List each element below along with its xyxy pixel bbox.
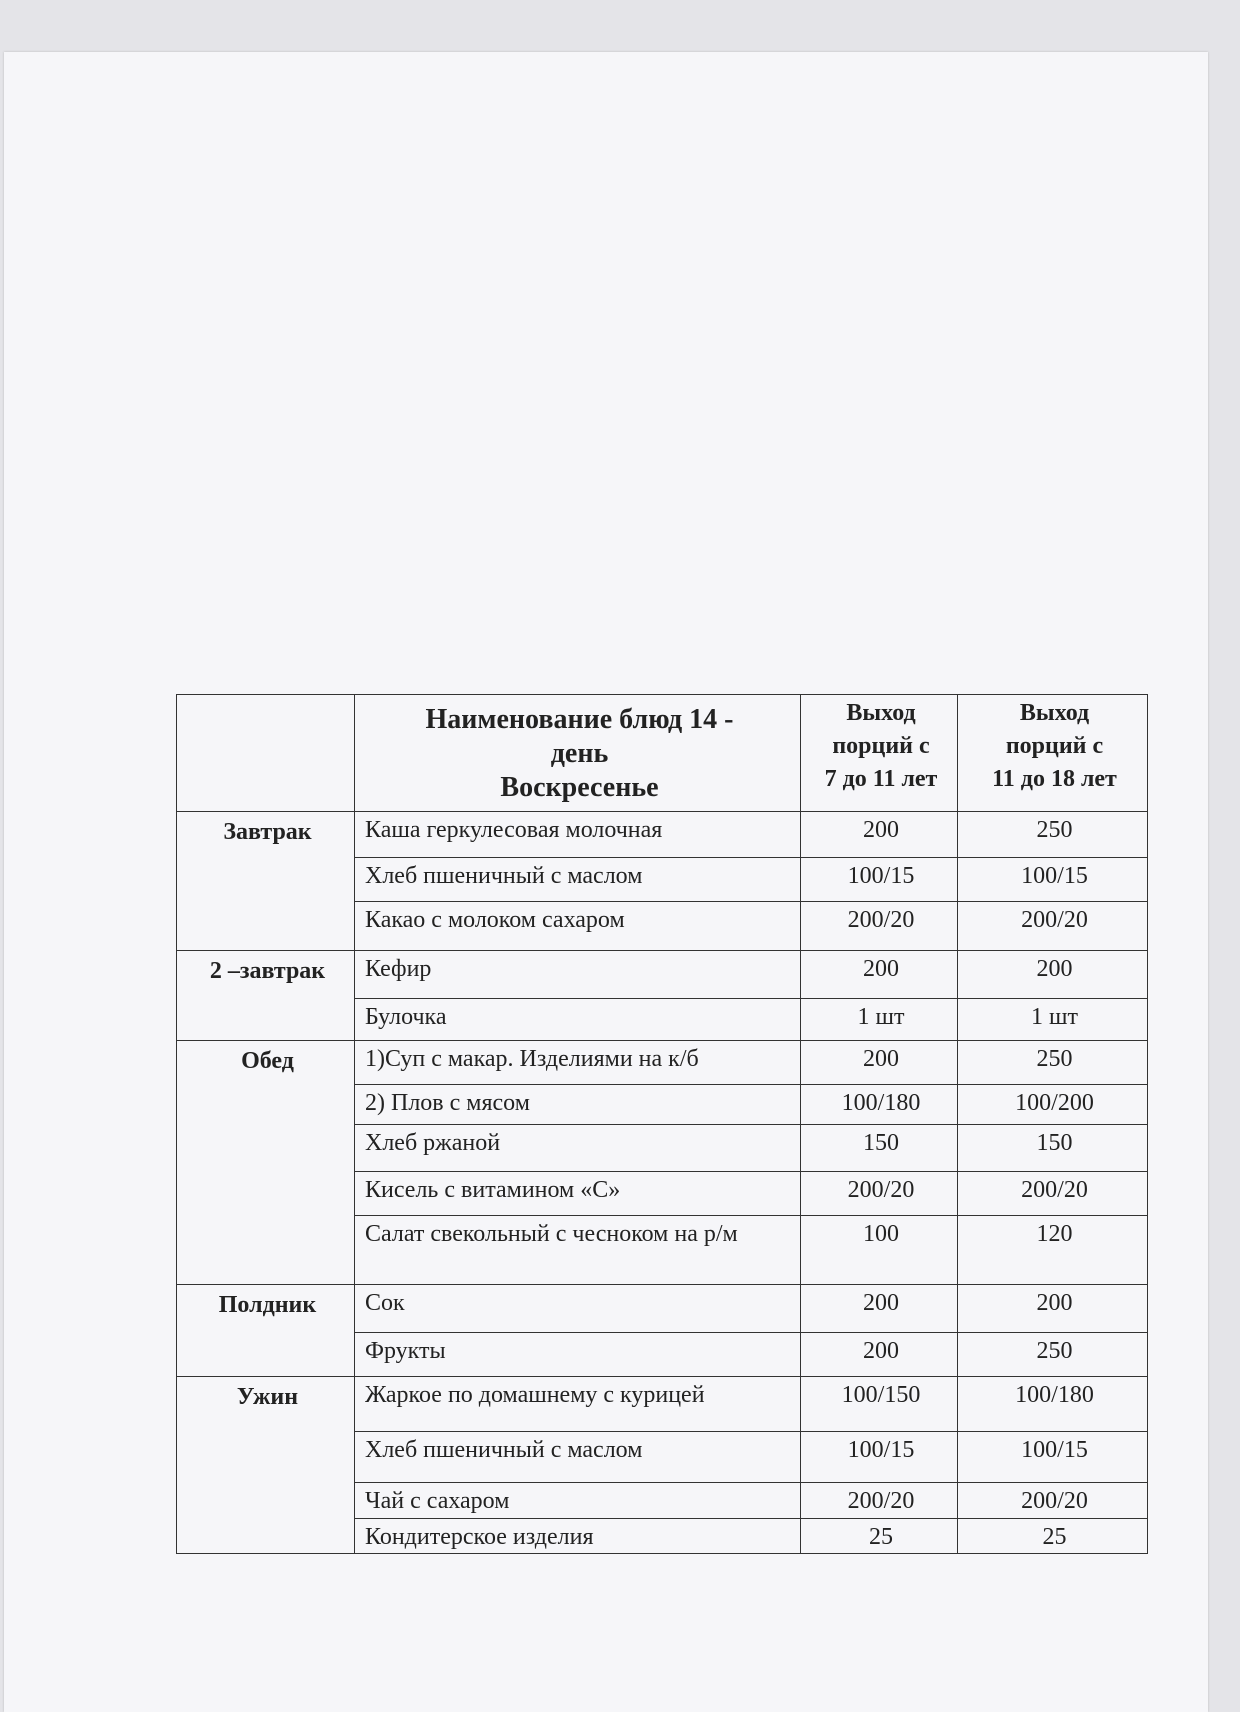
- portion-11-18: 1 шт: [958, 999, 1148, 1041]
- portion-11-18: 100/180: [958, 1377, 1148, 1432]
- portion-11-18: 250: [958, 1333, 1148, 1377]
- portion-11-18: 200/20: [958, 1483, 1148, 1519]
- meal-name: Ужин: [177, 1377, 355, 1554]
- table-row: [177, 951, 1148, 999]
- dish-name: Кондитерское изделия: [355, 1519, 801, 1554]
- dish-name: Чай с сахаром: [355, 1483, 801, 1519]
- dish-name: Какао с молоком сахаром: [355, 902, 801, 951]
- dish-name: Жаркое по домашнему с курицей: [355, 1377, 801, 1432]
- meal-name: Полдник: [177, 1285, 355, 1377]
- header-text: 7 до 11 лет: [824, 766, 938, 792]
- header-title: [355, 695, 801, 812]
- portion-11-18: 100/15: [958, 858, 1148, 902]
- header-text: Выход: [846, 700, 916, 726]
- table-row: [177, 1377, 1148, 1432]
- portion-7-11: 200: [801, 1333, 958, 1377]
- header-empty-cell: [177, 695, 355, 812]
- title-line: Наименование блюд 14 -: [425, 704, 734, 735]
- dish-name: Хлеб ржаной: [355, 1125, 801, 1172]
- dish-name: Кисель с витамином «С»: [355, 1172, 801, 1216]
- portion-7-11: 200: [801, 1285, 958, 1333]
- portion-11-18: 120: [958, 1216, 1148, 1285]
- portion-7-11: 150: [801, 1125, 958, 1172]
- meal-name: Завтрак: [177, 812, 355, 951]
- portion-11-18: 200/20: [958, 902, 1148, 951]
- portion-7-11: 25: [801, 1519, 958, 1554]
- portion-7-11: 1 шт: [801, 999, 958, 1041]
- portion-7-11: 100/15: [801, 858, 958, 902]
- table-row: [177, 1285, 1148, 1333]
- dish-name: Салат свекольный с чесноком на р/м: [355, 1216, 801, 1285]
- portion-11-18: 150: [958, 1125, 1148, 1172]
- portion-11-18: 200: [958, 1285, 1148, 1333]
- portion-7-11: 200/20: [801, 1483, 958, 1519]
- table-row: [177, 1041, 1148, 1085]
- portion-7-11: 200: [801, 1041, 958, 1085]
- header-text: Выход: [1019, 700, 1090, 726]
- portion-7-11: 200/20: [801, 902, 958, 951]
- header-text: 11 до 18 лет: [992, 766, 1117, 792]
- meal-name: 2 –завтрак: [177, 951, 355, 1041]
- dish-name: Фрукты: [355, 1333, 801, 1377]
- dish-name: Кефир: [355, 951, 801, 999]
- header-age-11-18: [958, 695, 1148, 812]
- portion-7-11: 100/150: [801, 1377, 958, 1432]
- dish-name: Булочка: [355, 999, 801, 1041]
- portion-11-18: 200: [958, 951, 1148, 999]
- dish-name: 2) Плов с мясом: [355, 1085, 801, 1125]
- portion-7-11: 100/15: [801, 1432, 958, 1483]
- portion-11-18: 250: [958, 812, 1148, 858]
- meal-name: Обед: [177, 1041, 355, 1285]
- title-line: день: [550, 738, 609, 769]
- portion-11-18: 100/200: [958, 1085, 1148, 1125]
- portion-11-18: 250: [958, 1041, 1148, 1085]
- dish-name: Хлеб пшеничный с маслом: [355, 858, 801, 902]
- portion-11-18: 25: [958, 1519, 1148, 1554]
- menu-table: [176, 694, 1148, 1554]
- portion-7-11: 100/180: [801, 1085, 958, 1125]
- header-text: порций с: [832, 733, 930, 759]
- header-text: порций с: [1005, 733, 1104, 759]
- portion-7-11: 100: [801, 1216, 958, 1285]
- table-row: [177, 812, 1148, 858]
- header-age-7-11: [801, 695, 958, 812]
- dish-name: Каша геркулесовая молочная: [355, 812, 801, 858]
- portion-7-11: 200/20: [801, 1172, 958, 1216]
- portion-11-18: 200/20: [958, 1172, 1148, 1216]
- dish-name: 1)Суп с макар. Изделиями на к/б: [355, 1041, 801, 1085]
- title-day: Воскресенье: [500, 772, 659, 803]
- portion-7-11: 200: [801, 812, 958, 858]
- header-row: [177, 695, 1148, 812]
- portion-11-18: 100/15: [958, 1432, 1148, 1483]
- dish-name: Хлеб пшеничный с маслом: [355, 1432, 801, 1483]
- portion-7-11: 200: [801, 951, 958, 999]
- dish-name: Сок: [355, 1285, 801, 1333]
